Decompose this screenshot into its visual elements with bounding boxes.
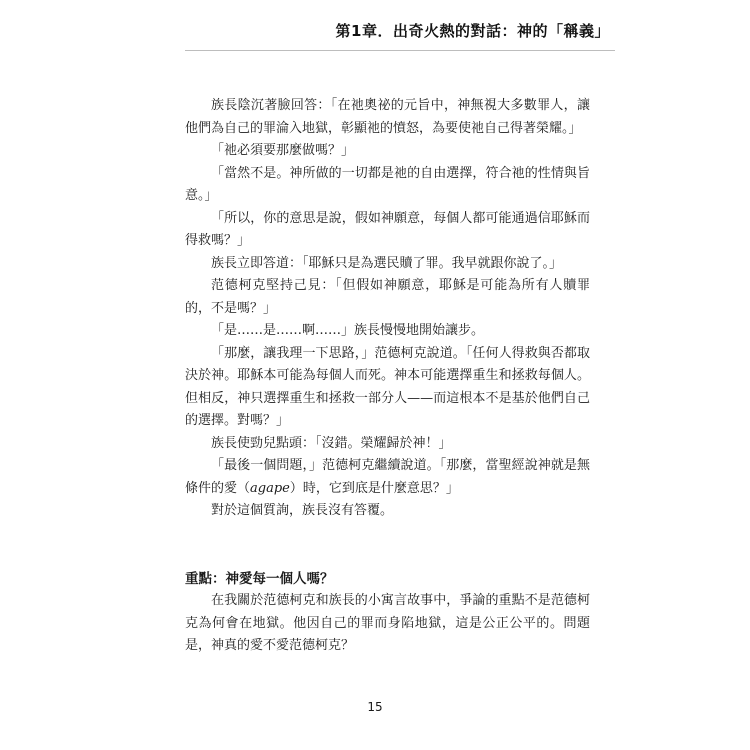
section-heading: 重點：神愛每一個人嗎？ (185, 571, 334, 587)
paragraph: 「是……是……啊……」族長慢慢地開始讓步。 (211, 323, 485, 338)
header-rule (185, 50, 615, 51)
paragraph: 在我關於范德柯克和族長的小寓言故事中，爭論的重點不是范德柯克為何會在地獄。他因自己的罪而身陷地獄，這是公正公平的。問題是，神真的愛不愛范德柯克？ (185, 593, 590, 653)
paragraph: 族長使勁兒點頭：「沒錯。榮耀歸於神！」 (211, 435, 452, 451)
paragraph: 范德柯克堅持己見：「但假如神願意，耶穌是可能為所有人贖罪的，不是嗎？」 (185, 278, 590, 316)
paragraph: 「祂必須要那麼做嗎？」 (211, 143, 355, 158)
paragraph-segment: ）時，它到底是什麼意思？」 (289, 480, 459, 496)
page-number: 15 (367, 700, 383, 714)
paragraph: 「所以，你的意思是說，假如神願意，每個人都可能通過信耶穌而得救嗎？」 (185, 210, 590, 248)
main-text (185, 95, 590, 523)
paragraph: 族長立即答道：「耶穌只是為選民贖了罪。我早就跟你說了。」 (211, 255, 563, 271)
paragraph: 「那麼，讓我理一下思路，」范德柯克說道。「任何人得救與否都取決於神。耶穌本可能為每個人而死。神本可能選擇重生和拯救每個人。但相反，神只選擇重生和拯救一部分人——而這根本不是基於他們自己的選擇。對嗎？」 (185, 345, 590, 428)
running-header: 第1章．出奇火熱的對話：神的「稱義」 (335, 22, 610, 40)
paragraph: 對於這個質詢，族長沒有答覆。 (211, 503, 394, 518)
section-text (185, 590, 590, 658)
paragraph-segment: 「最後一個問題，」范德柯克繼續說道。「那麼，當聖經說神就是無條件的愛（ (185, 458, 590, 496)
agape-term: agape (250, 480, 290, 496)
paragraph (185, 455, 590, 500)
paragraph: 「當然不是。神所做的一切都是祂的自由選擇，符合祂的性情與旨意。」 (185, 165, 590, 203)
paragraph: 族長陰沉著臉回答：「在祂奧祕的元旨中，神無視大多數罪人，讓他們為自己的罪淪入地獄，彰顯祂的憤怒，為要使祂自己得著榮耀。」 (185, 98, 590, 136)
